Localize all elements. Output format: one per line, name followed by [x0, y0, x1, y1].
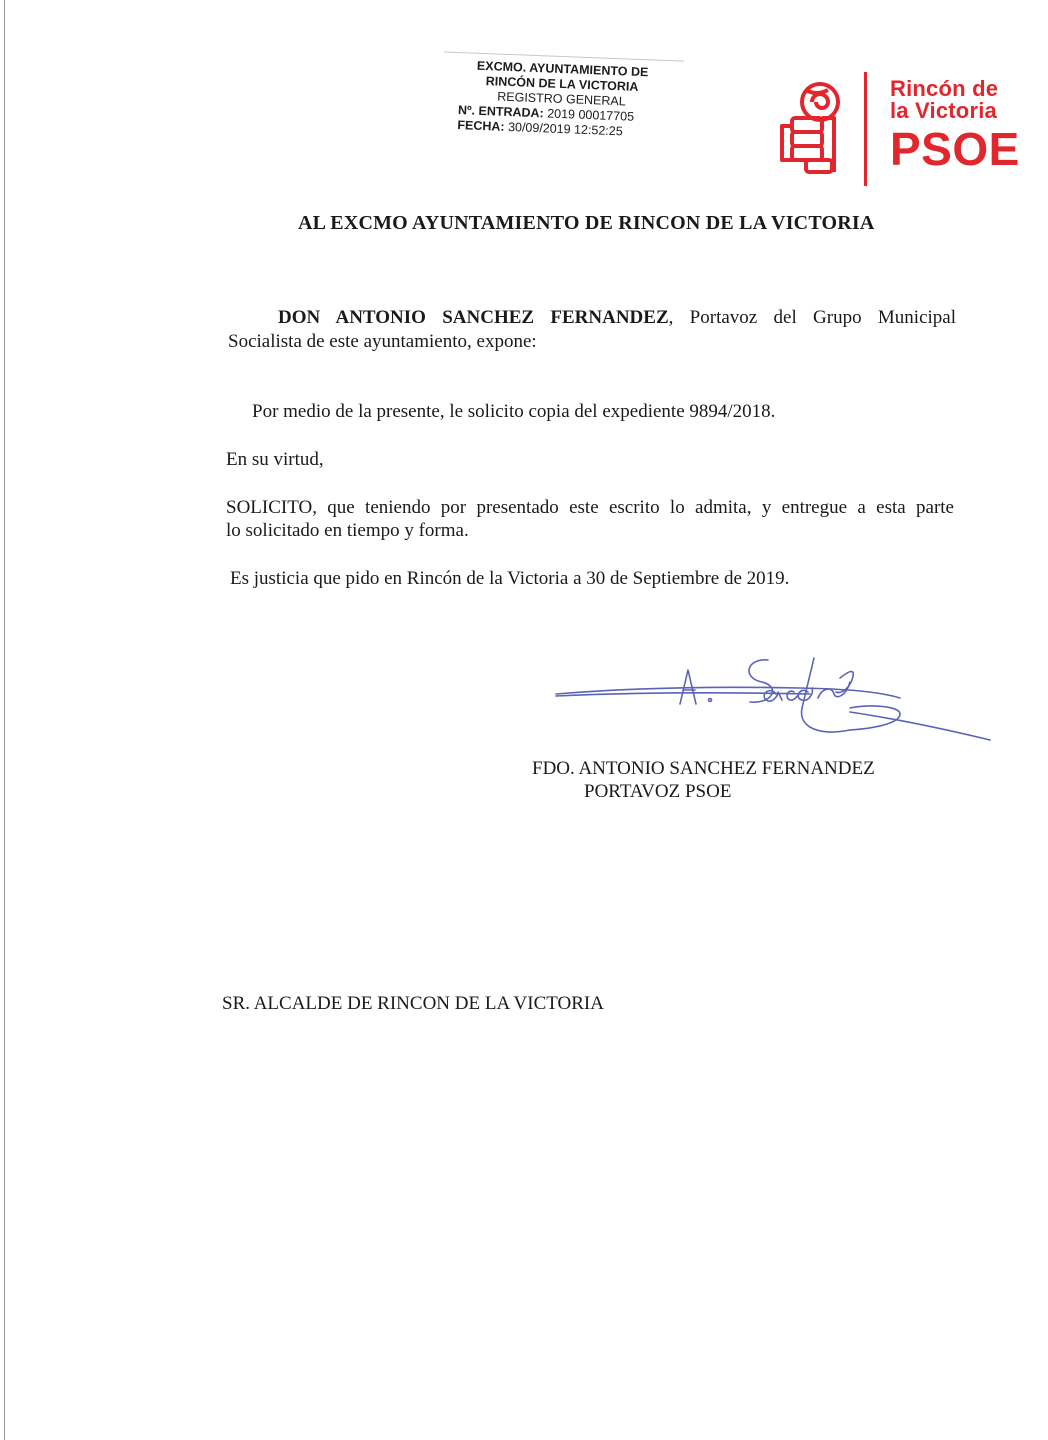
intro-line-2: Socialista de este ayuntamiento, expone: — [228, 331, 537, 352]
stamp-entrada-label: Nº. ENTRADA: — [457, 103, 545, 121]
intro-rest: , Portavoz del Grupo Municipal — [668, 307, 956, 328]
logo-text — [890, 78, 1020, 174]
stamp-line-3: REGISTRO GENERAL — [497, 89, 626, 109]
logo-party: PSOE — [890, 123, 1020, 175]
logo-line-1: Rincón de — [890, 76, 999, 101]
solicito-line-1: SOLICITO, que teniendo por presentado este escrito lo admita, y entregue a esta parte — [226, 497, 954, 518]
stamp-line-2: RINCÓN DE LA VICTORIA — [485, 74, 639, 94]
registry-stamp — [455, 58, 668, 141]
logo-line-2: la Victoria — [890, 98, 997, 123]
request-paragraph: Por medio de la presente, le solicito copia del expediente 9894/2018. — [252, 401, 776, 422]
addressee: SR. ALCALDE DE RINCON DE LA VICTORIA — [222, 993, 604, 1014]
solicito-line-2: lo solicitado en tiempo y forma. — [226, 520, 469, 541]
logo-divider — [864, 72, 867, 186]
rose-fist-icon — [778, 78, 844, 178]
closing-line: Es justicia que pido en Rincón de la Victoria a 30 de Septiembre de 2019. — [230, 568, 790, 589]
stamp-fecha-label: FECHA: — [457, 118, 505, 134]
signed-by: FDO. ANTONIO SANCHEZ FERNANDEZ — [532, 758, 875, 779]
stamp-line-1: EXCMO. AYUNTAMIENTO DE — [476, 58, 649, 80]
handwritten-signature — [550, 648, 1000, 748]
stamp-entrada-value: 2019 00017705 — [546, 106, 635, 124]
document-heading: AL EXCMO AYUNTAMIENTO DE RINCON DE LA VICTORIA — [298, 212, 875, 234]
page-edge-line — [4, 0, 5, 1440]
psoe-logo — [778, 72, 1018, 192]
applicant-name: DON ANTONIO SANCHEZ FERNANDEZ — [278, 307, 669, 328]
intro-line-1 — [278, 306, 956, 329]
signer-role: PORTAVOZ PSOE — [584, 781, 732, 802]
virtue-line: En su virtud, — [226, 449, 324, 470]
stamp-fecha-value: 30/09/2019 12:52:25 — [507, 119, 623, 139]
